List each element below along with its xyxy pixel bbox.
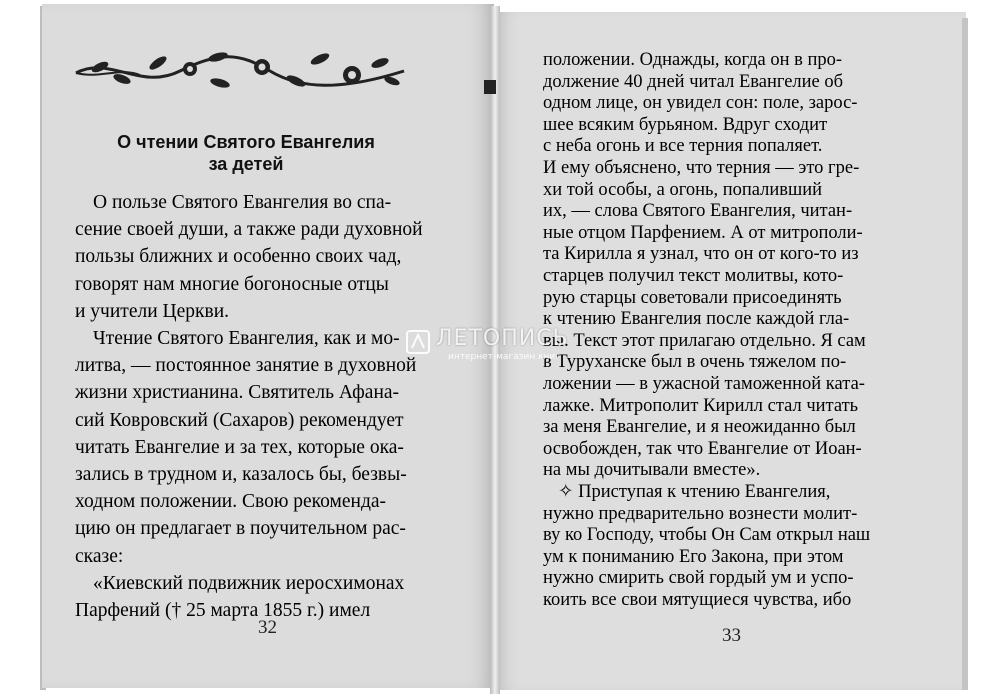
text-line: говорят нам многие богоносные отцы <box>75 273 389 295</box>
text-line: читать Евангелие и за тех, которые ока- <box>75 436 404 458</box>
text-line: зались в трудном и, казалось бы, безвы- <box>75 464 407 485</box>
text-line: их, — слова Святого Евангелия, читан- <box>543 201 853 222</box>
text-line: хи той особы, а огонь, попаливший <box>543 179 823 200</box>
floral-ornament-headpiece <box>70 45 410 97</box>
text-line: старцев получил текст молитвы, кото- <box>543 266 844 286</box>
text-line: коить все свои мятущиеся чувства, ибо <box>543 590 852 610</box>
text-line: Парфений († 25 марта 1855 г.) имел <box>75 600 371 621</box>
text-line: сказе: <box>75 545 124 567</box>
text-line: ум к пониманию Его Закона, при этом <box>543 546 844 567</box>
text-line: лажке. Митрополит Кирилл стал читать <box>543 395 859 416</box>
watermark-brand: ЛЕТОПИСЬ <box>436 326 569 351</box>
right-page-edge <box>962 18 968 690</box>
text-line: И ему объяснено, что терния — это гре- <box>543 158 860 178</box>
text-line: на мы дочитывали вместе». <box>543 460 761 481</box>
text-line: ✧ Приступая к чтению Евангелия, <box>558 482 831 502</box>
page-number-left: 32 <box>258 617 277 638</box>
text-line: ложении — в ужасной таможенной ката- <box>543 374 865 394</box>
text-line: О пользе Святого Евангелия во спа- <box>93 192 392 213</box>
text-line: та Кирилла я узнал, что он от кого-то из <box>543 244 859 265</box>
text-line: сий Ковровский (Сахаров) рекомендует <box>75 409 404 431</box>
text-line: «Киевский подвижник иеросхимонах <box>93 572 405 594</box>
text-line: за меня Евангелие, и я неожиданно был <box>543 417 856 438</box>
page-number-right: 33 <box>722 625 741 646</box>
text-line: в Туруханске был в очень тяжелом по- <box>543 352 847 373</box>
text-line: и учители Церкви. <box>75 300 230 322</box>
page-tab-mark <box>484 80 496 94</box>
text-line: с неба огонь и все терния попаляет. <box>543 136 823 157</box>
text-line: шее всяким бурьяном. Вдруг сходит <box>543 114 828 135</box>
text-line: литва, — постоянное занятие в духовной <box>75 355 417 377</box>
watermark-tagline: интернет-магазин книг <box>448 352 560 362</box>
text-line: ные отцом Парфением. А от митрополи- <box>543 222 863 243</box>
text-line: вы. Текст этот прилагаю отдельно. Я сам <box>543 330 866 351</box>
text-line: сение своей души, а также ради духовной <box>75 219 423 241</box>
text-line: жизни христианина. Святитель Афана- <box>75 382 400 404</box>
text-line: нужно смирить свой гордый ум и успо- <box>543 568 854 589</box>
text-line: нужно предварительно вознести молит- <box>543 503 858 524</box>
text-line: одном лице, он увидел сон: поле, зарос- <box>543 93 858 114</box>
text-line: рую старцы советовали присоединять <box>543 287 842 308</box>
chapter-title: О чтении Святого Евангелия <box>117 132 375 152</box>
text-line: освобожден, так что Евангелие от Иоан- <box>543 438 862 459</box>
text-line: к чтению Евангелия после каждой гла- <box>543 309 850 330</box>
text-line: ву ко Господу, чтобы Он Сам открыл наш <box>543 525 871 546</box>
text-line: положении. Однажды, когда он в про- <box>543 50 843 70</box>
text-line: цию он предлагает в поучительном рас- <box>75 518 406 540</box>
text-line: пользы ближних и особенно своих чад, <box>75 246 402 268</box>
chapter-title-line2: за детей <box>208 154 284 174</box>
text-line: должение 40 дней читал Евангелие об <box>543 71 844 92</box>
text-line: ходном положении. Свою рекоменда- <box>75 491 387 513</box>
text-line: Чтение Святого Евангелия, как и мо- <box>93 328 400 349</box>
letopis-logo-icon <box>404 328 432 356</box>
